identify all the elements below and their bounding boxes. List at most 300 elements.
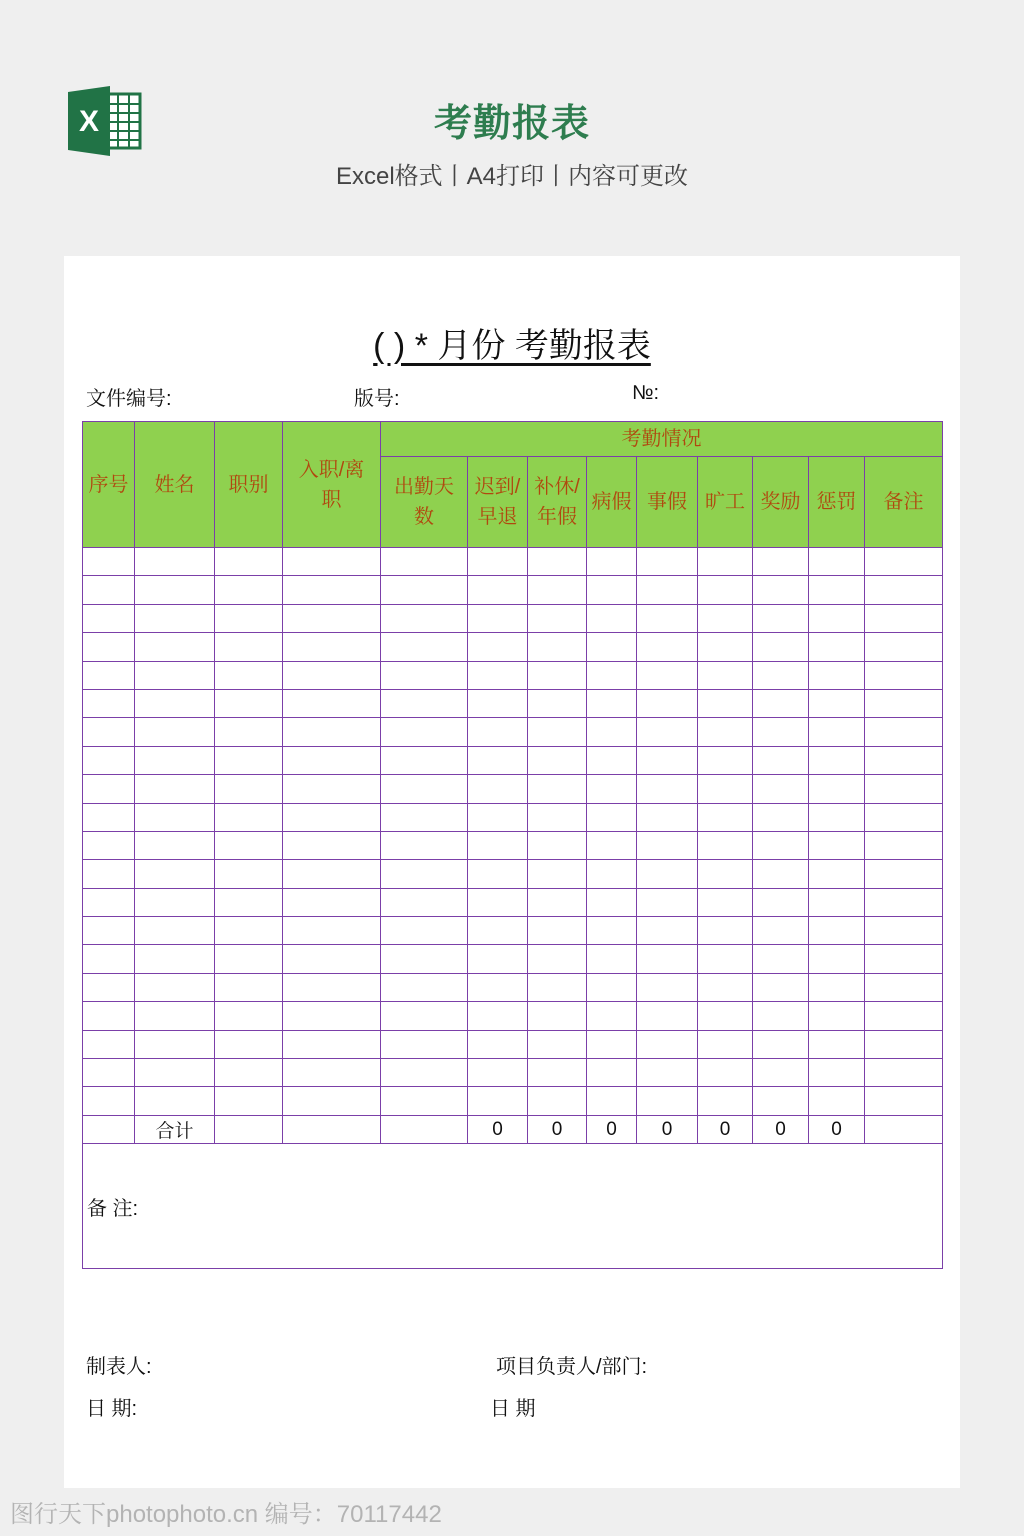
- table-cell[interactable]: [587, 604, 637, 632]
- table-cell[interactable]: [83, 746, 135, 774]
- table-row: [83, 803, 943, 831]
- table-cell[interactable]: [83, 1087, 135, 1115]
- table-cell[interactable]: [381, 746, 468, 774]
- table-cell[interactable]: [637, 803, 698, 831]
- total-cell: [381, 1115, 468, 1143]
- table-cell[interactable]: [215, 689, 283, 717]
- table-cell[interactable]: [135, 718, 215, 746]
- table-cell[interactable]: [283, 548, 381, 576]
- table-cell[interactable]: [135, 775, 215, 803]
- table-cell[interactable]: [381, 548, 468, 576]
- table-cell[interactable]: [215, 973, 283, 1001]
- table-cell[interactable]: [215, 888, 283, 916]
- table-cell[interactable]: [83, 633, 135, 661]
- table-cell[interactable]: [468, 746, 528, 774]
- table-cell[interactable]: [809, 633, 865, 661]
- table-cell[interactable]: [865, 548, 943, 576]
- table-cell[interactable]: [83, 689, 135, 717]
- table-cell[interactable]: [468, 548, 528, 576]
- number-label: №:: [632, 382, 660, 404]
- table-cell[interactable]: [587, 718, 637, 746]
- total-cell: [215, 1115, 283, 1143]
- table-cell[interactable]: [587, 860, 637, 888]
- table-cell[interactable]: [135, 945, 215, 973]
- table-cell[interactable]: [215, 1002, 283, 1030]
- table-cell[interactable]: [865, 576, 943, 604]
- table-cell[interactable]: [528, 576, 587, 604]
- table-cell[interactable]: [698, 633, 753, 661]
- table-row: [83, 888, 943, 916]
- table-cell[interactable]: [528, 860, 587, 888]
- table-cell[interactable]: [468, 1002, 528, 1030]
- table-cell[interactable]: [83, 548, 135, 576]
- table-cell[interactable]: [381, 1002, 468, 1030]
- table-cell[interactable]: [83, 718, 135, 746]
- table-cell[interactable]: [215, 1059, 283, 1087]
- table-cell[interactable]: [865, 1087, 943, 1115]
- table-cell[interactable]: [698, 775, 753, 803]
- table-cell[interactable]: [753, 917, 809, 945]
- table-cell[interactable]: [865, 604, 943, 632]
- table-cell[interactable]: [468, 604, 528, 632]
- table-cell[interactable]: [381, 945, 468, 973]
- table-cell[interactable]: [283, 917, 381, 945]
- table-cell[interactable]: [215, 775, 283, 803]
- table-cell[interactable]: [528, 604, 587, 632]
- table-cell[interactable]: [809, 1030, 865, 1058]
- table-cell[interactable]: [215, 1030, 283, 1058]
- table-cell[interactable]: [587, 1002, 637, 1030]
- table-cell[interactable]: [637, 633, 698, 661]
- table-cell[interactable]: [83, 1002, 135, 1030]
- table-cell[interactable]: [283, 746, 381, 774]
- table-cell[interactable]: [215, 860, 283, 888]
- table-cell[interactable]: [865, 718, 943, 746]
- column-header: 迟到/早退: [468, 457, 528, 548]
- table-cell[interactable]: [865, 633, 943, 661]
- table-cell[interactable]: [528, 1059, 587, 1087]
- table-cell[interactable]: [215, 945, 283, 973]
- table-cell[interactable]: [215, 718, 283, 746]
- table-cell[interactable]: [637, 548, 698, 576]
- table-cell[interactable]: [283, 1059, 381, 1087]
- table-cell[interactable]: [587, 917, 637, 945]
- table-cell[interactable]: [215, 576, 283, 604]
- table-cell[interactable]: [698, 576, 753, 604]
- table-cell[interactable]: [528, 1087, 587, 1115]
- table-cell[interactable]: [135, 1087, 215, 1115]
- table-cell[interactable]: [468, 661, 528, 689]
- table-cell[interactable]: [528, 917, 587, 945]
- table-cell[interactable]: [809, 548, 865, 576]
- table-cell[interactable]: [215, 548, 283, 576]
- table-cell[interactable]: [698, 860, 753, 888]
- preparer-label: 制表人:: [86, 1356, 152, 1378]
- table-cell[interactable]: [135, 633, 215, 661]
- table-cell[interactable]: [381, 831, 468, 859]
- table-row: [83, 604, 943, 632]
- table-cell[interactable]: [283, 888, 381, 916]
- table-cell[interactable]: [753, 803, 809, 831]
- total-cell: 0: [809, 1115, 865, 1143]
- table-cell[interactable]: [283, 576, 381, 604]
- table-cell[interactable]: [809, 860, 865, 888]
- table-cell[interactable]: [698, 604, 753, 632]
- table-cell[interactable]: [698, 917, 753, 945]
- table-cell[interactable]: [83, 888, 135, 916]
- table-cell[interactable]: [809, 746, 865, 774]
- table-cell[interactable]: [698, 718, 753, 746]
- table-cell[interactable]: [753, 831, 809, 859]
- table-cell[interactable]: [381, 1087, 468, 1115]
- table-cell[interactable]: [528, 548, 587, 576]
- table-cell[interactable]: [865, 831, 943, 859]
- table-cell[interactable]: [468, 633, 528, 661]
- table-cell[interactable]: [468, 803, 528, 831]
- table-cell[interactable]: [865, 1002, 943, 1030]
- table-cell[interactable]: [637, 689, 698, 717]
- table-cell[interactable]: [698, 831, 753, 859]
- table-cell[interactable]: [468, 1059, 528, 1087]
- attendance-table: [82, 421, 943, 1269]
- table-cell[interactable]: [528, 973, 587, 1001]
- table-cell[interactable]: [381, 1059, 468, 1087]
- column-header: 惩罚: [809, 457, 865, 548]
- total-cell: 0: [528, 1115, 587, 1143]
- table-cell[interactable]: [587, 1059, 637, 1087]
- table-cell[interactable]: [83, 1059, 135, 1087]
- table-cell[interactable]: [753, 604, 809, 632]
- table-cell[interactable]: [215, 604, 283, 632]
- table-cell[interactable]: [283, 661, 381, 689]
- table-cell[interactable]: [637, 1002, 698, 1030]
- table-cell[interactable]: [468, 1030, 528, 1058]
- table-cell[interactable]: [468, 917, 528, 945]
- table-cell[interactable]: [865, 973, 943, 1001]
- table-cell[interactable]: [283, 945, 381, 973]
- document-title-text: ( ) * 月份 考勤报表: [373, 327, 651, 365]
- table-cell[interactable]: [753, 548, 809, 576]
- table-cell[interactable]: [528, 718, 587, 746]
- table-cell[interactable]: [283, 860, 381, 888]
- table-cell[interactable]: [135, 803, 215, 831]
- table-cell[interactable]: [587, 945, 637, 973]
- table-cell[interactable]: [381, 917, 468, 945]
- table-cell[interactable]: [468, 689, 528, 717]
- total-label: 合计: [135, 1115, 215, 1143]
- table-cell[interactable]: [865, 775, 943, 803]
- group-header: 考勤情况: [381, 422, 943, 457]
- table-cell[interactable]: [698, 973, 753, 1001]
- table-cell[interactable]: [135, 831, 215, 859]
- file-number-label: 文件编号:: [86, 388, 172, 410]
- table-cell[interactable]: [753, 633, 809, 661]
- table-row: [83, 860, 943, 888]
- table-cell[interactable]: [83, 831, 135, 859]
- table-cell[interactable]: [865, 945, 943, 973]
- header-row-group: [83, 422, 943, 457]
- table-cell[interactable]: [865, 917, 943, 945]
- table-cell[interactable]: [83, 576, 135, 604]
- table-cell[interactable]: [753, 775, 809, 803]
- table-row: [83, 1002, 943, 1030]
- table-cell[interactable]: [381, 803, 468, 831]
- table-cell[interactable]: [587, 973, 637, 1001]
- table-cell[interactable]: [637, 1059, 698, 1087]
- table-cell[interactable]: [809, 1087, 865, 1115]
- table-cell[interactable]: [753, 718, 809, 746]
- table-cell[interactable]: [865, 1030, 943, 1058]
- table-cell[interactable]: [698, 803, 753, 831]
- table-cell[interactable]: [637, 775, 698, 803]
- table-cell[interactable]: [698, 746, 753, 774]
- table-cell[interactable]: [637, 945, 698, 973]
- table-cell[interactable]: [283, 1087, 381, 1115]
- table-cell[interactable]: [753, 746, 809, 774]
- table-cell[interactable]: [135, 917, 215, 945]
- table-cell[interactable]: [587, 548, 637, 576]
- table-cell[interactable]: [468, 860, 528, 888]
- table-cell[interactable]: [215, 1087, 283, 1115]
- table-cell[interactable]: [809, 831, 865, 859]
- table-cell[interactable]: [468, 973, 528, 1001]
- table-cell[interactable]: [637, 831, 698, 859]
- table-cell[interactable]: [468, 831, 528, 859]
- total-cell: [865, 1115, 943, 1143]
- table-cell[interactable]: [381, 689, 468, 717]
- table-cell[interactable]: [135, 689, 215, 717]
- column-header: 备注: [865, 457, 943, 548]
- table-cell[interactable]: [753, 860, 809, 888]
- table-cell[interactable]: [809, 775, 865, 803]
- table-cell[interactable]: [135, 548, 215, 576]
- table-cell[interactable]: [528, 1030, 587, 1058]
- table-row: [83, 831, 943, 859]
- table-cell[interactable]: [637, 1030, 698, 1058]
- table-cell[interactable]: [381, 576, 468, 604]
- table-cell[interactable]: [283, 1002, 381, 1030]
- table-cell[interactable]: [637, 973, 698, 1001]
- table-cell[interactable]: [215, 633, 283, 661]
- table-cell[interactable]: [698, 1087, 753, 1115]
- table-cell[interactable]: [381, 718, 468, 746]
- table-cell[interactable]: [381, 973, 468, 1001]
- table-cell[interactable]: [698, 661, 753, 689]
- total-cell: 0: [753, 1115, 809, 1143]
- table-cell[interactable]: [283, 831, 381, 859]
- table-cell[interactable]: [83, 973, 135, 1001]
- table-cell[interactable]: [135, 888, 215, 916]
- table-cell[interactable]: [865, 689, 943, 717]
- column-header: 姓名: [135, 422, 215, 548]
- table-cell[interactable]: [468, 1087, 528, 1115]
- table-cell[interactable]: [381, 860, 468, 888]
- table-cell[interactable]: [809, 689, 865, 717]
- table-cell[interactable]: [83, 803, 135, 831]
- table-cell[interactable]: [528, 746, 587, 774]
- table-cell[interactable]: [698, 1059, 753, 1087]
- table-cell[interactable]: [753, 1087, 809, 1115]
- table-cell[interactable]: [809, 945, 865, 973]
- table-cell[interactable]: [528, 661, 587, 689]
- column-header: 病假: [587, 457, 637, 548]
- table-row: [83, 689, 943, 717]
- table-row: [83, 775, 943, 803]
- table-cell[interactable]: [215, 831, 283, 859]
- table-cell[interactable]: [135, 576, 215, 604]
- total-cell: 0: [468, 1115, 528, 1143]
- table-cell[interactable]: [283, 633, 381, 661]
- table-cell[interactable]: [283, 775, 381, 803]
- table-cell[interactable]: [587, 689, 637, 717]
- table-cell[interactable]: [83, 661, 135, 689]
- table-cell[interactable]: [865, 860, 943, 888]
- document-title: [0, 318, 1024, 367]
- column-header: 旷工: [698, 457, 753, 548]
- table-cell[interactable]: [865, 888, 943, 916]
- table-cell[interactable]: [381, 1030, 468, 1058]
- table-cell[interactable]: [83, 917, 135, 945]
- table-cell[interactable]: [135, 746, 215, 774]
- table-cell[interactable]: [135, 973, 215, 1001]
- table-cell[interactable]: [865, 1059, 943, 1087]
- table-cell[interactable]: [283, 689, 381, 717]
- remark-row: [83, 1144, 943, 1269]
- table-cell[interactable]: [809, 604, 865, 632]
- table-cell[interactable]: [809, 888, 865, 916]
- table-cell[interactable]: [637, 1087, 698, 1115]
- table-cell[interactable]: [587, 1030, 637, 1058]
- table-cell[interactable]: [83, 1030, 135, 1058]
- table-cell[interactable]: [381, 633, 468, 661]
- table-cell[interactable]: [753, 888, 809, 916]
- table-cell[interactable]: [381, 888, 468, 916]
- table-cell[interactable]: [637, 718, 698, 746]
- table-cell[interactable]: [753, 945, 809, 973]
- table-cell[interactable]: [809, 1059, 865, 1087]
- table-row: [83, 661, 943, 689]
- table-row: [83, 633, 943, 661]
- table-cell[interactable]: [135, 1059, 215, 1087]
- table-cell[interactable]: [587, 888, 637, 916]
- table-cell[interactable]: [135, 860, 215, 888]
- column-header: 事假: [637, 457, 698, 548]
- table-cell[interactable]: [865, 661, 943, 689]
- table-cell[interactable]: [83, 945, 135, 973]
- table-cell[interactable]: [809, 661, 865, 689]
- table-cell[interactable]: [283, 973, 381, 1001]
- table-cell[interactable]: [753, 973, 809, 1001]
- table-cell[interactable]: [698, 1002, 753, 1030]
- table-cell[interactable]: [637, 576, 698, 604]
- table-cell[interactable]: [587, 661, 637, 689]
- table-cell[interactable]: [587, 746, 637, 774]
- table-cell[interactable]: [753, 1002, 809, 1030]
- table-cell[interactable]: [637, 860, 698, 888]
- table-cell[interactable]: [468, 945, 528, 973]
- table-cell[interactable]: [698, 945, 753, 973]
- table-cell[interactable]: [135, 1002, 215, 1030]
- table-cell[interactable]: [753, 661, 809, 689]
- page-title: 考勤报表: [433, 103, 590, 145]
- table-cell[interactable]: [637, 917, 698, 945]
- table-cell[interactable]: [587, 803, 637, 831]
- table-cell[interactable]: [528, 689, 587, 717]
- table-row: [83, 917, 943, 945]
- table-cell[interactable]: [528, 831, 587, 859]
- table-cell[interactable]: [215, 661, 283, 689]
- table-cell[interactable]: [753, 1059, 809, 1087]
- table-cell[interactable]: [528, 1002, 587, 1030]
- table-cell[interactable]: [83, 775, 135, 803]
- table-cell[interactable]: [587, 775, 637, 803]
- table-cell[interactable]: [468, 888, 528, 916]
- table-cell[interactable]: [753, 576, 809, 604]
- table-cell[interactable]: [381, 661, 468, 689]
- table-cell[interactable]: [698, 689, 753, 717]
- total-row: [83, 1115, 943, 1143]
- table-cell[interactable]: [637, 604, 698, 632]
- table-cell[interactable]: [283, 803, 381, 831]
- table-cell[interactable]: [528, 888, 587, 916]
- table-cell[interactable]: [283, 1030, 381, 1058]
- table-cell[interactable]: [283, 604, 381, 632]
- table-cell[interactable]: [809, 803, 865, 831]
- table-cell[interactable]: [637, 661, 698, 689]
- table-cell[interactable]: [528, 803, 587, 831]
- table-cell[interactable]: [135, 661, 215, 689]
- table-cell[interactable]: [809, 973, 865, 1001]
- table-cell[interactable]: [215, 803, 283, 831]
- table-cell[interactable]: [698, 1030, 753, 1058]
- table-cell[interactable]: [587, 1087, 637, 1115]
- table-cell[interactable]: [698, 548, 753, 576]
- table-cell[interactable]: [753, 1030, 809, 1058]
- table-cell[interactable]: [865, 803, 943, 831]
- table-cell[interactable]: [135, 1030, 215, 1058]
- table-cell[interactable]: [528, 633, 587, 661]
- table-cell[interactable]: [283, 718, 381, 746]
- table-cell[interactable]: [528, 775, 587, 803]
- table-cell[interactable]: [587, 831, 637, 859]
- table-cell[interactable]: [809, 1002, 865, 1030]
- table-cell[interactable]: [865, 746, 943, 774]
- table-cell[interactable]: [809, 718, 865, 746]
- column-header: 出勤天数: [381, 457, 468, 548]
- table-cell[interactable]: [381, 604, 468, 632]
- table-cell[interactable]: [637, 746, 698, 774]
- table-cell[interactable]: [587, 633, 637, 661]
- table-cell[interactable]: [468, 775, 528, 803]
- table-cell[interactable]: [698, 888, 753, 916]
- table-cell[interactable]: [468, 718, 528, 746]
- table-cell[interactable]: [637, 888, 698, 916]
- table-cell[interactable]: [83, 604, 135, 632]
- table-cell[interactable]: [468, 576, 528, 604]
- table-cell[interactable]: [587, 576, 637, 604]
- table-cell[interactable]: [809, 576, 865, 604]
- table-cell[interactable]: [528, 945, 587, 973]
- table-cell[interactable]: [809, 917, 865, 945]
- table-cell[interactable]: [215, 917, 283, 945]
- table-cell[interactable]: [215, 746, 283, 774]
- table-cell[interactable]: [83, 860, 135, 888]
- table-cell[interactable]: [135, 604, 215, 632]
- table-cell[interactable]: [753, 689, 809, 717]
- table-cell[interactable]: [381, 775, 468, 803]
- excel-logo-letter: X: [78, 105, 100, 138]
- project-owner-label: 项目负责人/部门:: [496, 1356, 648, 1378]
